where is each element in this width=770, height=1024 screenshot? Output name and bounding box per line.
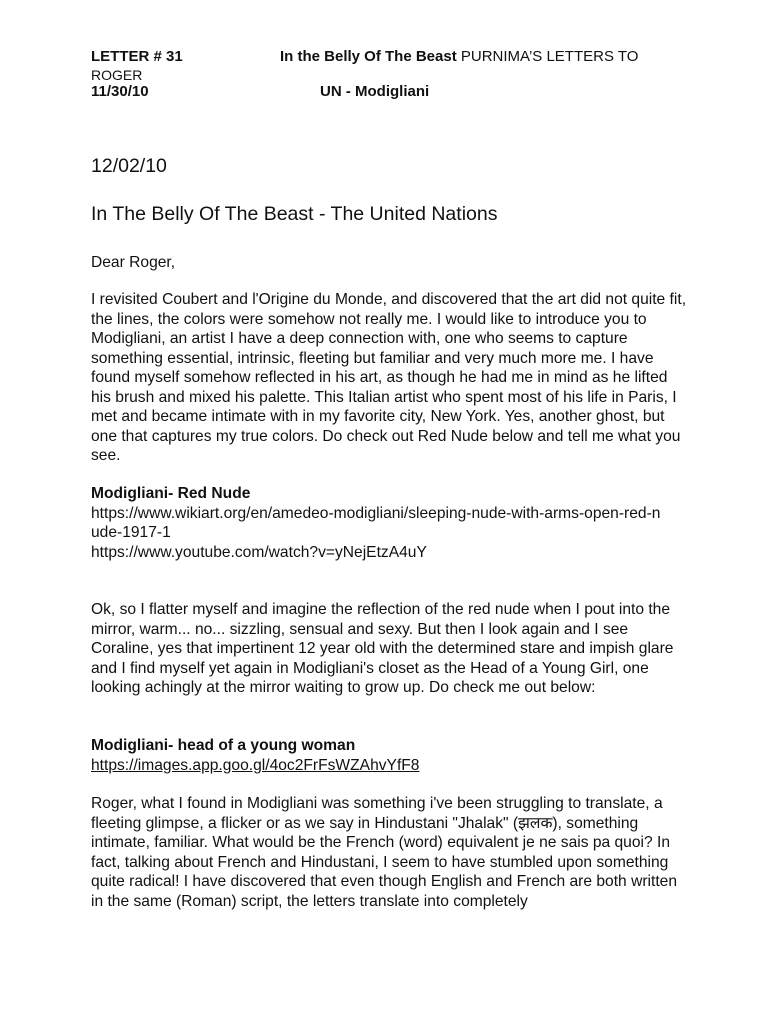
paragraph-2-text: Ok, so I flatter myself and imagine the reflection of the red nude when I pout into the mirror, warm... no... sizzling, sensual and sexy. But then I look again and I see Coraline, yes that impertinent 12 year old with the determined stare and impish glare and I find myself yet again in Modigliani's closet as the Head of a Young Girl, one looking achingly at the mirror waiting to grow up. Do check me out below: [91,601,674,696]
paragraph-3-text: Roger, what I found in Modigliani was something i've been struggling to translate, a fleeting glimpse, a flicker or as we say in Hindustani "Jhalak" (झलक), something intimate, familiar. What would be the French (word) equivalent je ne sais pa quoi? In fact, talking about French and Hindustani, I seem to have stumbled upon something quite radical! I have discovered that even though English and French are both written in the same (Roman) script, the letters translate into completely [91,795,677,910]
reference-red-nude [91,484,691,562]
paragraph-3 [91,794,691,911]
google-images-link[interactable]: https://images.app.goo.gl/4oc2FrFsWZAhvYfF8 [91,756,420,774]
youtube-link[interactable]: https://www.youtube.com/watch?v=yNejEtzA4uY [91,543,427,561]
header-date: 11/30/10 [91,83,149,100]
letter-date: 12/02/10 [91,155,167,177]
wikiart-link[interactable]: https://www.wikiart.org/en/amedeo-modigliani/sleeping-nude-with-arms-open-red-nude-1917-1 [91,504,661,541]
series-title [280,48,638,66]
series-title-rest: PURNIMA’S LETTERS TO [456,48,639,65]
letter-number: LETTER # 31 [91,48,183,65]
letter-title: In The Belly Of The Beast - The United Nations [91,203,498,225]
salutation: Dear Roger, [91,254,176,271]
reference-young-woman-title: Modigliani- head of a young woman [91,737,356,754]
header-subtitle: UN - Modigliani [320,83,430,100]
paragraph-1 [91,290,691,466]
series-title-bold: In the Belly Of The Beast [280,48,457,65]
reference-young-woman [91,736,691,775]
series-title-continued: ROGER [91,67,143,83]
paragraph-2 [91,600,691,698]
reference-red-nude-title: Modigliani- Red Nude [91,485,251,502]
paragraph-1-text: I revisited Coubert and l'Origine du Monde, and discovered that the art did not quite fit, the lines, the colors were somehow not really me. I would like to introduce you to Modigliani, an artist I have a deep connection with, one who seems to capture something essential, intrinsic, fleeting but familiar and very much more me. I have found myself somehow reflected in his art, as though he had me in mind as he lifted his brush and mixed his palette. This Italian artist who spent most of his life in Paris, I met and became intimate with in my favorite city, New York. Yes, another ghost, but one that captures my true colors. Do check out Red Nude below and tell me what you see. [91,291,687,464]
